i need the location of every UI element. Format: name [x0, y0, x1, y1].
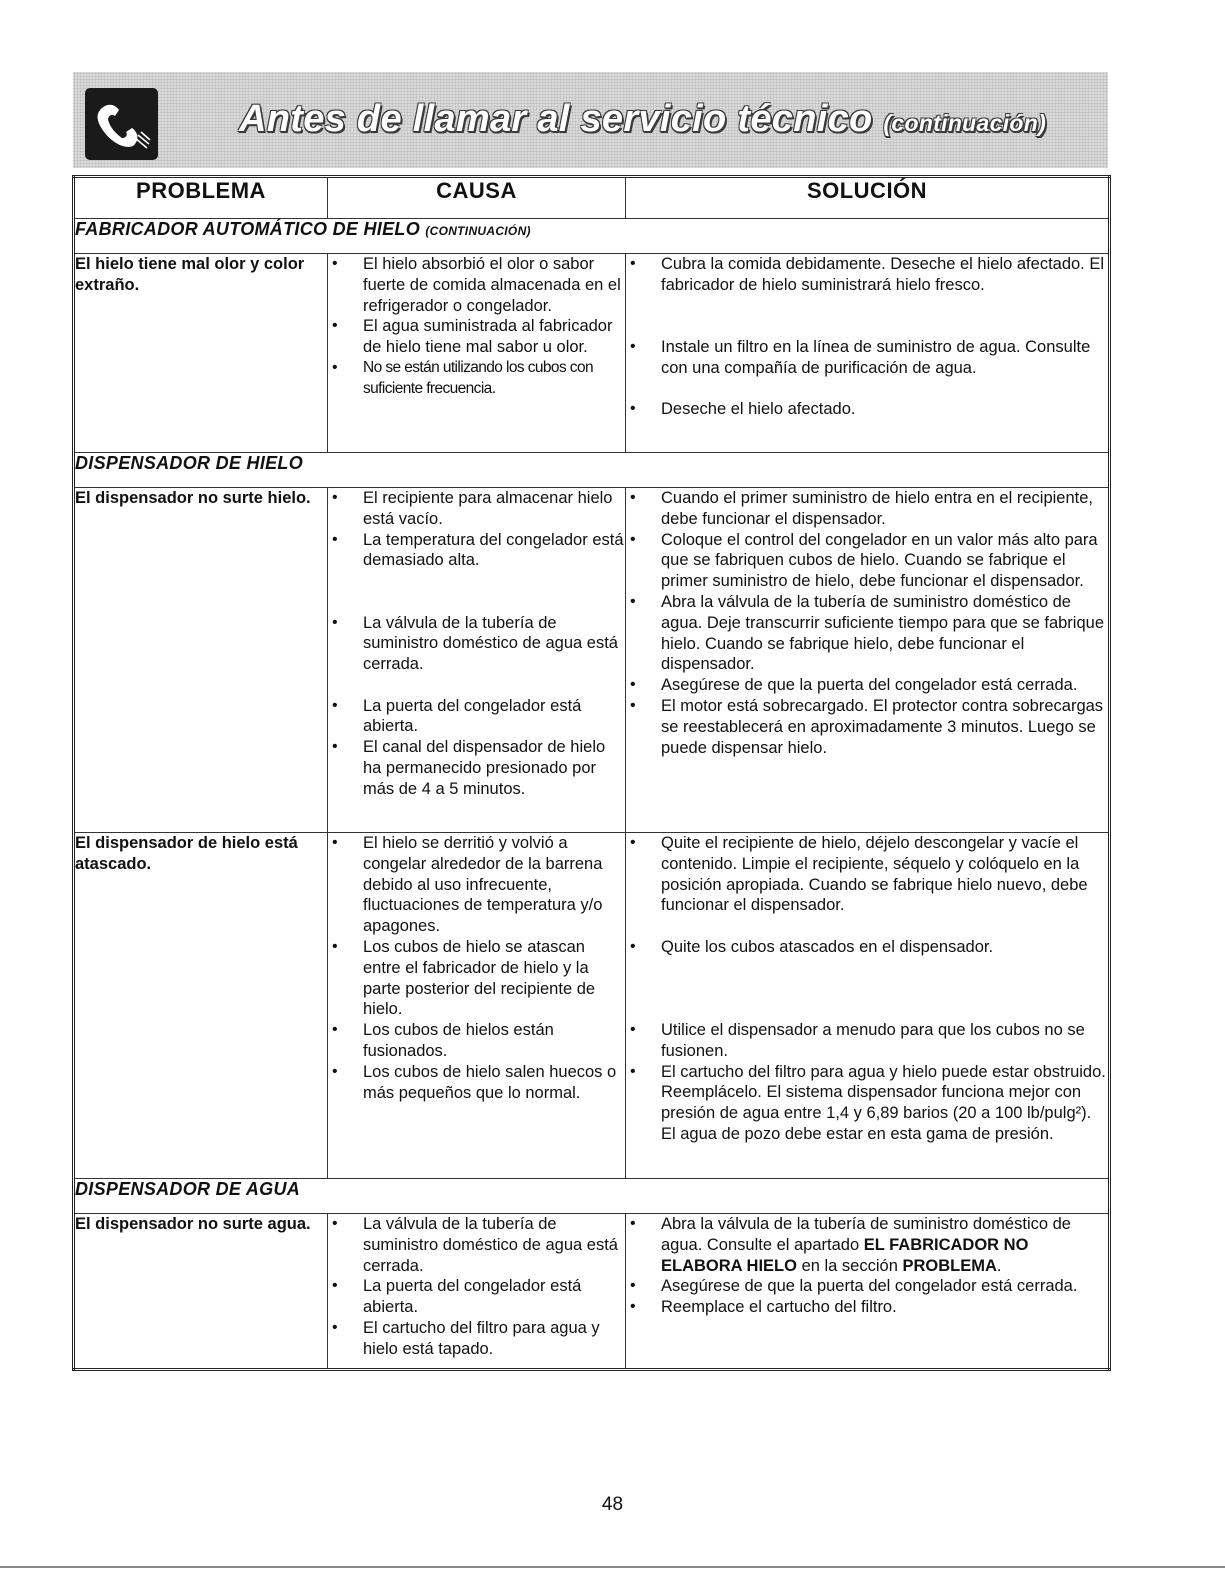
column-header-solution: SOLUCIÓN — [626, 177, 1110, 219]
section-row — [74, 1179, 1110, 1214]
list-item: • Quite los cubos atascados en el dispensador. — [626, 937, 1108, 1020]
solution-cell — [626, 833, 1110, 1179]
list-item: • El canal del dispensador de hielo ha permanecido presionado por más de 4 a 5 minutos. — [328, 737, 625, 799]
column-header-problem: PROBLEMA — [74, 177, 328, 219]
list-item: • La válvula de la tubería de suministro doméstico de agua está cerrada. — [328, 1214, 625, 1276]
phone-service-icon — [85, 88, 158, 160]
troubleshooting-table — [72, 175, 1111, 1371]
list-item: • Abra la válvula de la tubería de suministro doméstico de agua. Deje transcurrir suficiente tiempo para que se fabrique hielo. Cuando se fabrique hielo, debe funcionar el dispensador. — [626, 592, 1108, 675]
header-banner — [73, 72, 1108, 168]
table-row — [74, 254, 1110, 453]
list-item: • El motor está sobrecargado. El protector contra sobrecargas se reestablecerá en aproximadamente 3 minutos. Luego se puede dispensar hielo. — [626, 696, 1108, 758]
cause-cell — [328, 833, 626, 1179]
list-item: • Deseche el hielo afectado. — [626, 399, 1108, 420]
solution-cell — [626, 1214, 1110, 1370]
list-item: • No se están utilizando los cubos con suficiente frecuencia. — [328, 358, 625, 400]
list-item: • Los cubos de hielo se atascan entre el fabricador de hielo y la parte posterior del recipiente de hielo. — [328, 937, 625, 1020]
list-item: • Asegúrese de que la puerta del congelador está cerrada. — [626, 675, 1108, 696]
list-item: • Utilice el dispensador a menudo para que los cubos no se fusionen. — [626, 1020, 1108, 1062]
cause-cell — [328, 1214, 626, 1370]
table-row — [74, 1214, 1110, 1370]
problem-cell: El dispensador de hielo está atascado. — [74, 833, 328, 1179]
list-item: • El hielo se derritió y volvió a congelar alrededor de la barrena debido al uso infrecuente, fluctuaciones de temperatura y/o apagones. — [328, 833, 625, 937]
problem-cell: El dispensador no surte hielo. — [74, 488, 328, 833]
page-title: Antes de llamar al servicio técnico (continuación) — [239, 98, 1047, 140]
list-item: • Cuando el primer suministro de hielo entra en el recipiente, debe funcionar el dispensador. — [626, 488, 1108, 530]
list-item: • Los cubos de hielo salen huecos o más pequeños que lo normal. — [328, 1062, 625, 1104]
list-item: • La puerta del congelador está abierta. — [328, 1276, 625, 1318]
solution-cell — [626, 488, 1110, 833]
bottom-divider — [0, 1566, 1225, 1568]
table-row — [74, 488, 1110, 833]
list-item: • El recipiente para almacenar hielo está vacío. — [328, 488, 625, 530]
list-item: • Instale un filtro en la línea de suministro de agua. Consulte con una compañía de purificación de agua. — [626, 337, 1108, 399]
list-item: • El cartucho del filtro para agua y hielo está tapado. — [328, 1318, 625, 1360]
table-row — [74, 833, 1110, 1179]
list-item: • La puerta del congelador está abierta. — [328, 696, 625, 738]
list-item: • El hielo absorbió el olor o sabor fuerte de comida almacenada en el refrigerador o congelador. — [328, 254, 625, 316]
column-header-cause: CAUSA — [328, 177, 626, 219]
section-title: DISPENSADOR DE HIELO — [74, 453, 1110, 488]
section-title: DISPENSADOR DE AGUA — [74, 1179, 1110, 1214]
list-item: • Reemplace el cartucho del filtro. — [626, 1297, 1108, 1318]
list-item: • La temperatura del congelador está demasiado alta. — [328, 530, 625, 613]
list-item: • Abra la válvula de la tubería de suministro doméstico de agua. Consulte el apartado EL FABRICADOR NO ELABORA HIELO en la sección PROBLEMA. — [626, 1214, 1108, 1276]
problem-cell: El dispensador no surte agua. — [74, 1214, 328, 1370]
list-item: • La válvula de la tubería de suministro doméstico de agua está cerrada. — [328, 613, 625, 696]
problem-cell: El hielo tiene mal olor y color extraño. — [74, 254, 328, 453]
section-row — [74, 453, 1110, 488]
section-title: FABRICADOR AUTOMÁTICO DE HIELO (CONTINUACIÓN) — [74, 219, 1110, 254]
list-item: • Quite el recipiente de hielo, déjelo descongelar y vacíe el contenido. Limpie el recipiente, séquelo y colóquelo en la posición apropiada. Cuando se fabrique hielo nuevo, debe funcionar el dispensador. — [626, 833, 1108, 937]
solution-cell — [626, 254, 1110, 453]
list-item: • El cartucho del filtro para agua y hielo puede estar obstruido. Reemplácelo. El sistema dispensador funciona mejor con presión de agua entre 1,4 y 6,89 barios (20 a 100 lb/pulg²). El agua de pozo debe estar en esta gama de presión. — [626, 1062, 1108, 1145]
cause-cell — [328, 254, 626, 453]
cause-cell — [328, 488, 626, 833]
page-number: 48 — [601, 1494, 624, 1515]
list-item: • Cubra la comida debidamente. Deseche el hielo afectado. El fabricador de hielo suministrará hielo fresco. — [626, 254, 1108, 337]
list-item: • Los cubos de hielos están fusionados. — [328, 1020, 625, 1062]
section-row — [74, 219, 1110, 254]
list-item: • El agua suministrada al fabricador de hielo tiene mal sabor u olor. — [328, 316, 625, 358]
list-item: • Coloque el control del congelador en un valor más alto para que se fabriquen cubos de hielo. Cuando se fabrique el primer suministro de hielo, debe funcionar el dispensador. — [626, 530, 1108, 592]
list-item: • Asegúrese de que la puerta del congelador está cerrada. — [626, 1276, 1108, 1297]
table-header-row — [74, 177, 1110, 219]
